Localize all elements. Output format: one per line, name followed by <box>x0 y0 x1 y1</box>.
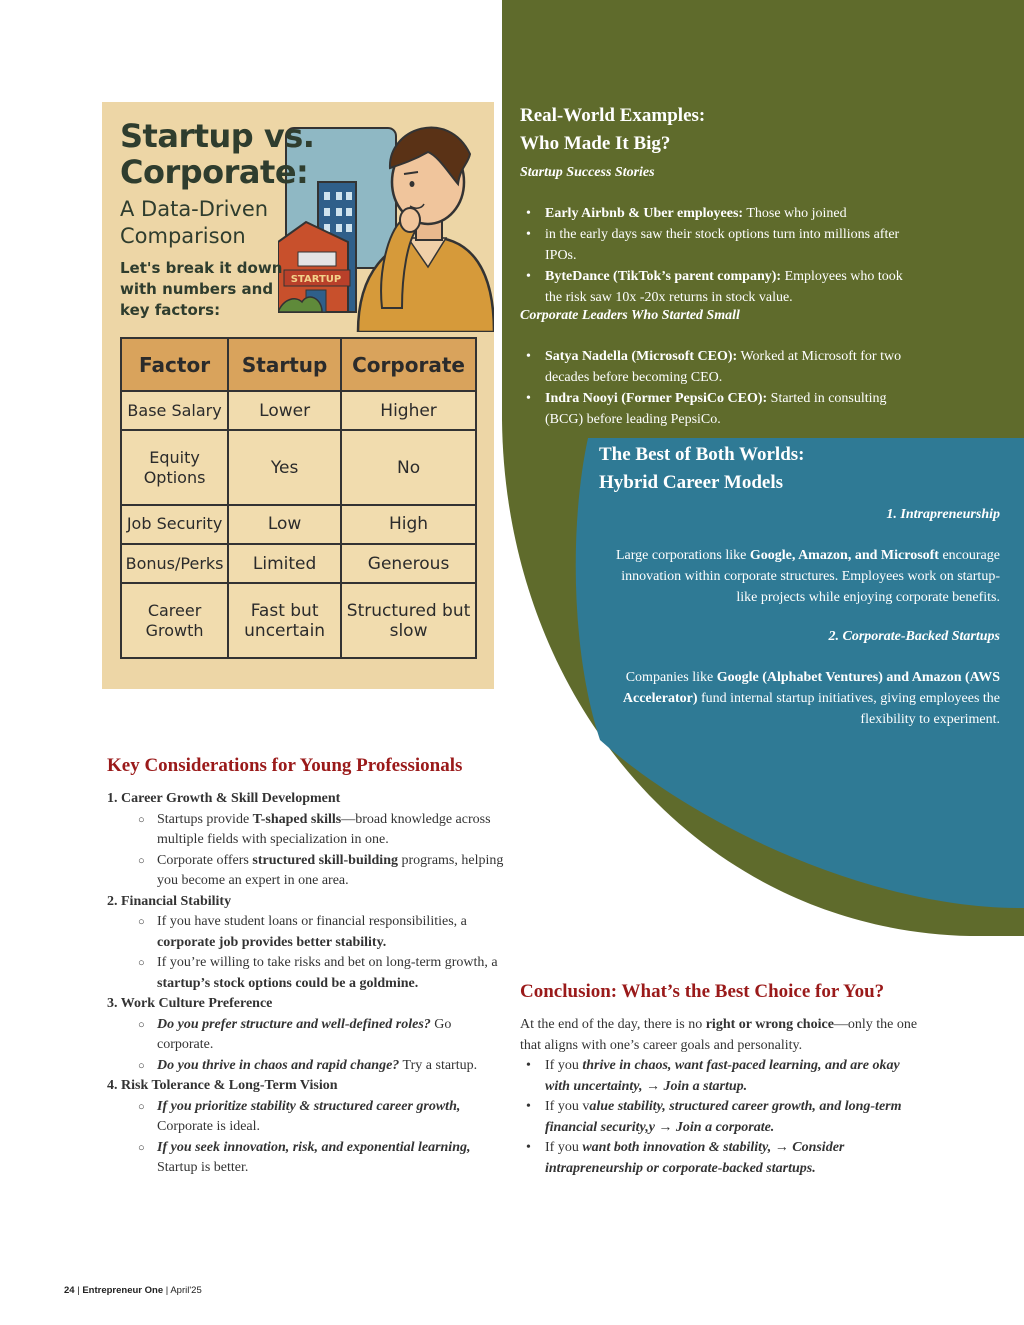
hybrid-heading <box>599 441 805 497</box>
bold-text: T-shaped skills <box>252 811 342 827</box>
text-run: If you’re willing to take risks and bet on long-term growth, a <box>157 955 498 970</box>
infographic-lead <box>120 258 282 321</box>
list-item <box>107 1015 507 1056</box>
subtitle-line-2: Comparison <box>120 224 246 248</box>
list-item <box>107 810 507 851</box>
table-cell: Structured but slow <box>341 583 476 658</box>
table-cell: Job Security <box>121 505 228 544</box>
text-run: —broad knowledge across multiple fields with specialization in one. <box>157 811 491 847</box>
table-cell: Equity Options <box>121 430 228 505</box>
infographic-panel <box>102 102 494 689</box>
table-row <box>121 430 476 505</box>
bold-italic-text: want both innovation & stability, → Consider intrapreneurship or corporate-backed startups. <box>545 1140 845 1176</box>
table-row <box>121 391 476 430</box>
page-footer <box>64 1285 202 1296</box>
infographic-title <box>120 118 314 190</box>
startup-sign-text: STARTUP <box>290 274 342 285</box>
list-item <box>107 851 507 892</box>
table-row <box>121 505 476 544</box>
table-cell: No <box>341 430 476 505</box>
item-text: Employees who took the risk saw 10x -20x returns in stock value. <box>545 269 903 305</box>
bold-text: Google (Alphabet Ventures) and Amazon (AWS Accelerator) <box>622 670 1000 706</box>
bold-italic-text: thrive in chaos, want fast-paced learning, and are okay with uncertainty, → Join a startup. <box>545 1058 900 1094</box>
table-cell: Limited <box>228 544 341 583</box>
table-header-cell: Startup <box>228 338 341 391</box>
table-cell: Lower <box>228 391 341 430</box>
item-bold-text: ByteDance (TikTok’s parent company): <box>545 269 782 284</box>
list-item <box>520 346 920 388</box>
bold-italic-text: alue stability, structured career growth, and long-term financial security,y → Join a corporate. <box>545 1099 902 1135</box>
item-bold-text: Indra Nooyi (Former PepsiCo CEO): <box>545 391 768 406</box>
table-cell: Career Growth <box>121 583 228 658</box>
text-run: —only the one that aligns with one’s career goals and personality. <box>520 1017 918 1053</box>
magazine-name: Entrepreneur One <box>82 1285 164 1296</box>
list-item <box>520 1056 905 1097</box>
item-bold-text: Early Airbnb & Uber employees: <box>545 206 744 221</box>
comparison-table <box>120 337 477 659</box>
table-cell: Higher <box>341 391 476 430</box>
corporate-leaders-heading: Corporate Leaders Who Started Small <box>520 308 740 323</box>
table-header-row <box>121 338 476 391</box>
section-list <box>107 1015 507 1077</box>
text-run: programs, helping you become an expert in one area. <box>157 852 504 888</box>
footer-separator: | <box>74 1285 83 1296</box>
text-run: Startup is better. <box>157 1160 249 1175</box>
key-considerations-heading: Key Considerations for Young Professionals <box>107 755 463 776</box>
footer-separator: | <box>163 1285 171 1296</box>
list-item <box>107 912 507 953</box>
list-item <box>107 1138 507 1179</box>
lead-line-2: with numbers and <box>120 280 274 298</box>
conclusion-body <box>520 1015 940 1179</box>
list-item <box>107 1097 507 1138</box>
table-header-cell: Factor <box>121 338 228 391</box>
text-run: At the end of the day, there is no <box>520 1017 706 1032</box>
lead-line-1: Let's break it down <box>120 259 283 277</box>
text-run: Corporate offers <box>157 852 253 868</box>
bold-italic-text: Do you prefer structure and well-defined roles? <box>157 1016 431 1032</box>
table-header-cell: Corporate <box>341 338 476 391</box>
intrapreneurship-paragraph <box>610 545 1000 608</box>
text-run: If you <box>545 1140 583 1155</box>
text-run: Corporate is ideal. <box>157 1119 261 1134</box>
startup-success-heading: Startup Success Stories <box>520 165 655 180</box>
lead-line-3: key factors: <box>120 301 221 319</box>
list-item <box>520 266 905 308</box>
list-item <box>520 388 920 430</box>
list-item <box>107 1056 507 1077</box>
startup-success-list <box>520 203 905 308</box>
real-world-title-line-1: Real-World Examples: <box>520 105 706 126</box>
section-list <box>107 912 507 994</box>
section-heading: 2. Financial Stability <box>107 893 232 909</box>
table-cell: Yes <box>228 430 341 505</box>
text-run: If you <box>545 1058 583 1073</box>
bold-italic-text: If you seek innovation, risk, and exponential learning, <box>157 1139 471 1155</box>
corporate-backed-heading: 2. Corporate-Backed Startups <box>828 629 1000 644</box>
list-item <box>520 1138 905 1179</box>
page-number: 24 <box>64 1285 75 1296</box>
bold-text: Google, Amazon, and Microsoft <box>749 548 939 563</box>
section-list <box>107 1097 507 1179</box>
conclusion-list <box>520 1056 905 1179</box>
subtitle-line-1: A Data-Driven <box>120 197 269 221</box>
text-run: Companies like <box>625 670 717 685</box>
text-run: If you v <box>545 1099 590 1114</box>
text-run: encourage innovation within corporate structures. Employees work on startup-like projects while enjoying corporate benefits. <box>621 548 1000 605</box>
bold-italic-text: If you prioritize stability & structured career growth, <box>157 1098 461 1114</box>
table-cell: Generous <box>341 544 476 583</box>
table-cell: Low <box>228 505 341 544</box>
section-heading: 3. Work Culture Preference <box>107 996 273 1011</box>
conclusion-intro <box>520 1015 940 1056</box>
real-world-title-line-2: Who Made It Big? <box>520 133 671 154</box>
list-item <box>520 224 905 266</box>
text-run: Try a startup. <box>399 1057 478 1073</box>
list-item <box>520 203 905 224</box>
table-cell: Base Salary <box>121 391 228 430</box>
table-cell: Fast but uncertain <box>228 583 341 658</box>
list-item <box>520 1097 905 1138</box>
title-line-2: Corporate: <box>120 153 309 191</box>
table-row <box>121 544 476 583</box>
table-cell: High <box>341 505 476 544</box>
bold-text: corporate job provides better stability. <box>157 934 387 950</box>
section-heading: 4. Risk Tolerance & Long-Term Vision <box>107 1078 338 1093</box>
key-considerations-body <box>107 789 507 1179</box>
text-run: Large corporations like <box>615 548 750 563</box>
corporate-leaders-list <box>520 346 920 430</box>
text-run: Startups provide <box>157 811 253 827</box>
infographic-subtitle <box>120 196 268 250</box>
table-cell: Bonus/Perks <box>121 544 228 583</box>
hybrid-title-line-1: The Best of Both Worlds: <box>599 444 805 465</box>
conclusion-heading: Conclusion: What’s the Best Choice for You? <box>520 981 885 1002</box>
bold-text: startup’s stock options could be a goldmine. <box>157 975 419 991</box>
section-heading: 1. Career Growth & Skill Development <box>107 791 341 806</box>
item-text: Started in consulting (BCG) before leading PepsiCo. <box>545 391 887 427</box>
item-bold-text: Satya Nadella (Microsoft CEO): <box>545 349 738 364</box>
text-run: Go corporate. <box>157 1016 452 1052</box>
corporate-backed-paragraph <box>620 667 1000 730</box>
bold-text: structured skill-building <box>252 852 398 868</box>
section-list <box>107 810 507 892</box>
text-run: fund internal startup initiatives, giving employees the flexibility to experiment. <box>697 691 1000 727</box>
item-text: in the early days saw their stock options turn into millions after IPOs. <box>545 227 900 263</box>
bold-text: right or wrong choice <box>705 1017 834 1032</box>
real-world-heading <box>520 102 705 158</box>
list-item <box>107 953 507 994</box>
text-run: If you have student loans or financial responsibilities, a <box>157 914 467 929</box>
intrapreneurship-heading: 1. Intrapreneurship <box>886 507 1000 522</box>
item-text: Worked at Microsoft for two decades before becoming CEO. <box>545 349 902 385</box>
bold-italic-text: Do you thrive in chaos and rapid change? <box>157 1057 400 1073</box>
table-row <box>121 583 476 658</box>
title-line-1: Startup vs. <box>120 117 315 155</box>
issue-date: April'25 <box>170 1285 202 1296</box>
item-text: Those who joined <box>743 206 847 221</box>
hybrid-title-line-2: Hybrid Career Models <box>599 472 783 493</box>
